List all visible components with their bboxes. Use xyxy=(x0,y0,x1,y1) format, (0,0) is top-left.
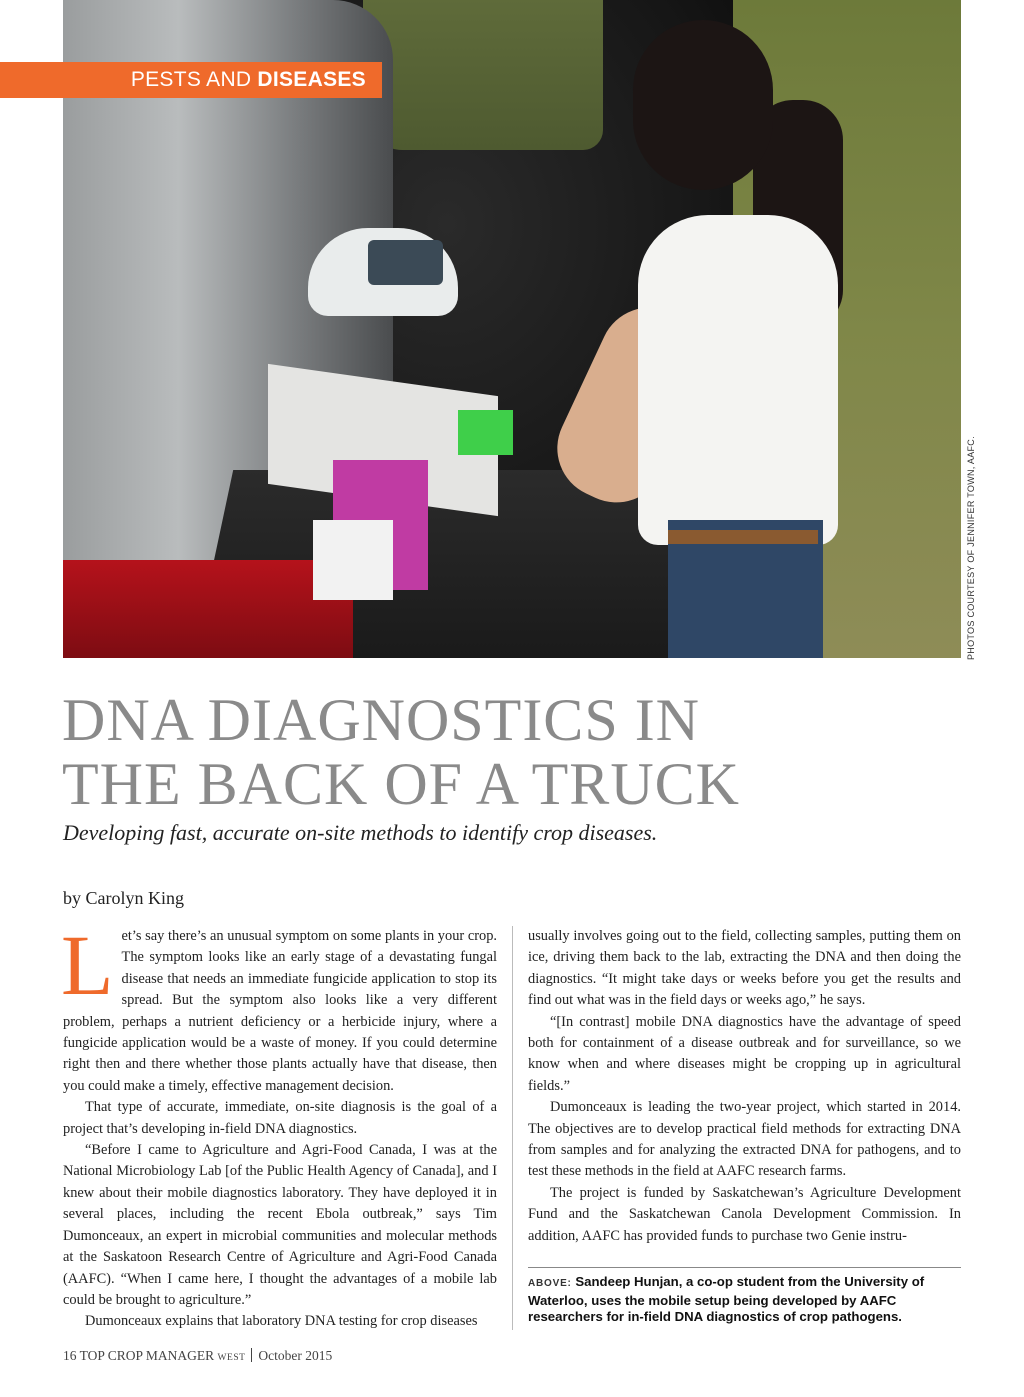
body-paragraph: Dumonceaux is leading the two-year project, which started in 2014. The objectives are to develop practical field methods for extracting DNA from samples and for analyzing the extracted DNA for pathogens, and to test these methods in the field at AAFC research farms. xyxy=(528,1099,961,1180)
body-column-2 xyxy=(528,926,961,1247)
column-divider xyxy=(512,926,513,1330)
footer-separator xyxy=(251,1348,252,1362)
body-paragraph: Let’s say there’s an unusual symptom on some plants in your crop. The symptom looks like an early stage of a devastating fungal disease that needs an immediate fungicide application to stop its spread. But the symptom also looks like a very different problem, perhaps a nutrient deficiency or a herbicide injury, where a fungicide application would be a waste of money. If you could determine right then and there whether those plants actually have that disease, then you could make a timely, effective management decision. xyxy=(61,917,497,1094)
page-number: 16 xyxy=(63,1348,77,1363)
cover-photo xyxy=(63,0,961,658)
body-paragraph: The project is funded by Saskatchewan’s Agriculture Development Fund and the Saskatchewan Canola Development Commission. In addition, AAFC has provided funds to purchase two Genie instru- xyxy=(528,1184,961,1244)
caption-lead: ABOVE: xyxy=(528,1278,572,1289)
photo-caption xyxy=(528,1274,961,1326)
caption-text: Sandeep Hunjan, a co-op student from the University of Waterloo, uses the mobile setup being developed by AAFC researchers for in-field DNA diagnostics of crop pathogens. xyxy=(528,1274,925,1324)
magazine-name: TOP CROP MANAGER xyxy=(79,1348,215,1363)
page-footer xyxy=(63,1348,332,1364)
drop-cap: L xyxy=(61,917,114,1013)
magazine-edition: WEST xyxy=(217,1353,246,1363)
headline xyxy=(62,688,942,816)
body-paragraph: “[In contrast] mobile DNA diagnostics have the advantage of speed both for containment of a disease outbreak and for surveillance, so we know when and where diseases might be cropping up in agricultural fields.” xyxy=(528,1013,961,1094)
section-tag-light: PESTS AND xyxy=(130,68,252,91)
body-paragraph: usually involves going out to the field, collecting samples, putting them on ice, driving them back to the lab, extracting the DNA and then doing the diagnostics. “It might take days or weeks before you get the results and find out what was in the field days or weeks ago,” he says. xyxy=(528,928,961,1009)
body-paragraph: That type of accurate, immediate, on-site diagnosis is the goal of a project that’s developing in-field DNA diagnostics. xyxy=(63,1099,497,1137)
photo-credit: PHOTOS COURTESY OF JENNIFER TOWN, AAFC. xyxy=(966,436,976,660)
headline-line-1: DNA DIAGNOSTICS IN xyxy=(62,687,701,753)
caption-divider xyxy=(528,1267,961,1268)
byline: by Carolyn King xyxy=(63,888,184,908)
section-tag-bold: DISEASES xyxy=(257,68,366,91)
issue-date: October 2015 xyxy=(258,1348,333,1363)
headline-line-2: THE BACK OF A TRUCK xyxy=(62,751,741,817)
section-tag xyxy=(0,62,382,98)
body-paragraph: Dumonceaux explains that laboratory DNA testing for crop diseases xyxy=(85,1313,478,1330)
body-column-1 xyxy=(61,917,497,1333)
body-paragraph: “Before I came to Agriculture and Agri-Food Canada, I was at the National Microbiology Lab [of the Public Health Agency of Canada], and I knew about their mobile diagnostics laboratory. They have deployed it in several places, including the recent Ebola outbreak,” says Tim Dumonceaux, an expert in microbial communities and molecular methods at the Saskatoon Research Centre of Agriculture and Agri-Food Canada (AAFC). “When I came here, I thought the advantages of a mobile lab could be brought to agriculture.” xyxy=(63,1142,497,1308)
deck: Developing fast, accurate on-site methods to identify crop diseases. xyxy=(63,820,658,845)
